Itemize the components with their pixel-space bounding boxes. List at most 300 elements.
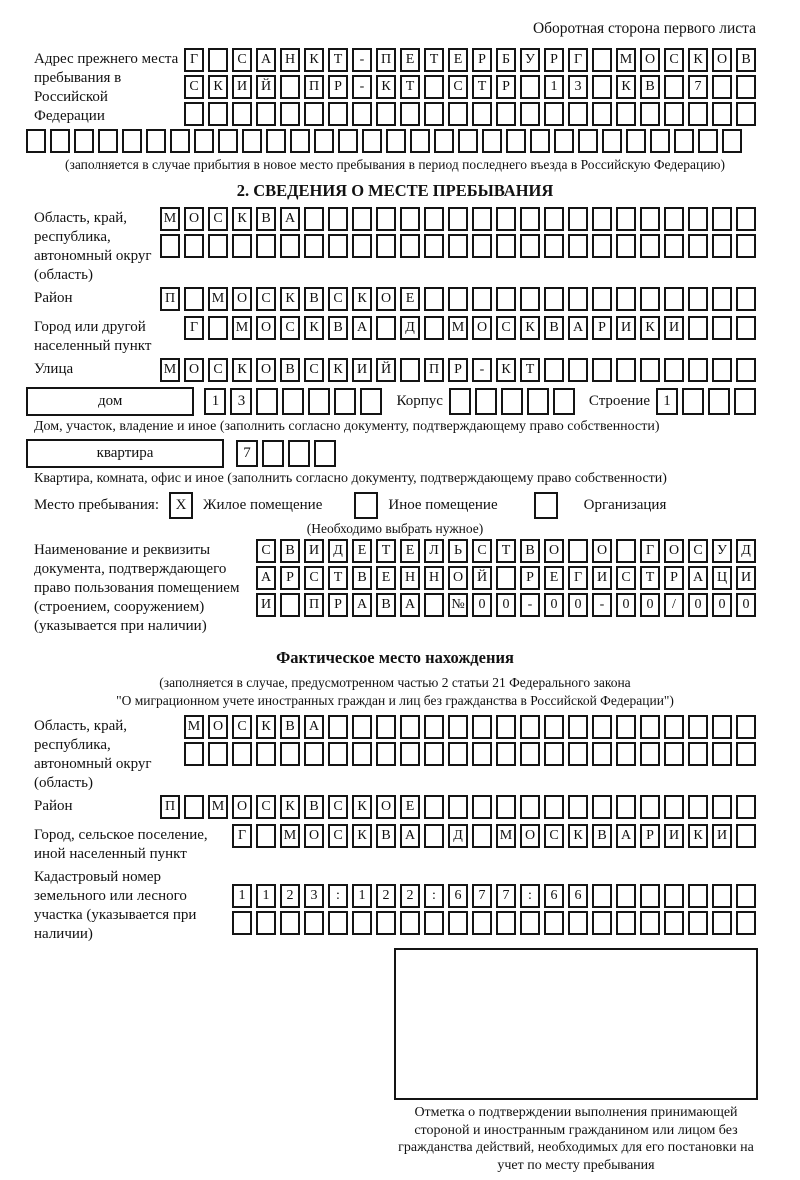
char-box[interactable] — [688, 358, 708, 382]
char-box[interactable]: Р — [640, 824, 660, 848]
char-box[interactable]: И — [616, 316, 636, 340]
char-box[interactable] — [352, 742, 372, 766]
char-box[interactable]: В — [328, 316, 348, 340]
char-box[interactable]: С — [544, 824, 564, 848]
char-box[interactable]: 2 — [280, 884, 300, 908]
char-box[interactable]: П — [160, 795, 180, 819]
char-box[interactable] — [688, 715, 708, 739]
char-box[interactable] — [208, 102, 228, 126]
char-box[interactable]: Г — [568, 48, 588, 72]
char-box[interactable] — [530, 129, 550, 153]
char-box[interactable] — [736, 742, 756, 766]
char-box[interactable]: С — [688, 539, 708, 563]
char-box[interactable] — [256, 388, 278, 415]
char-box[interactable] — [592, 48, 612, 72]
char-box[interactable]: В — [304, 287, 324, 311]
char-box[interactable]: С — [256, 287, 276, 311]
char-box[interactable]: Р — [328, 75, 348, 99]
char-box[interactable] — [520, 715, 540, 739]
char-box[interactable] — [496, 287, 516, 311]
char-box[interactable] — [736, 911, 756, 935]
char-box[interactable] — [208, 234, 228, 258]
char-box[interactable] — [640, 287, 660, 311]
char-box[interactable] — [568, 234, 588, 258]
char-box[interactable] — [400, 207, 420, 231]
char-box[interactable]: В — [352, 566, 372, 590]
char-box[interactable] — [400, 102, 420, 126]
char-box[interactable] — [688, 911, 708, 935]
char-box[interactable]: Р — [448, 358, 468, 382]
char-box[interactable]: № — [448, 593, 468, 617]
char-box[interactable] — [712, 884, 732, 908]
char-box[interactable] — [544, 358, 564, 382]
char-box[interactable]: М — [232, 316, 252, 340]
char-box[interactable]: Г — [184, 316, 204, 340]
char-box[interactable]: А — [280, 207, 300, 231]
char-box[interactable] — [352, 207, 372, 231]
char-box[interactable] — [688, 316, 708, 340]
char-box[interactable]: 1 — [204, 388, 226, 415]
char-box[interactable] — [482, 129, 502, 153]
char-box[interactable]: Д — [328, 539, 348, 563]
char-box[interactable] — [496, 566, 516, 590]
char-box[interactable] — [736, 795, 756, 819]
char-box[interactable] — [184, 795, 204, 819]
char-box[interactable] — [616, 207, 636, 231]
char-box[interactable] — [352, 715, 372, 739]
char-box[interactable]: С — [328, 287, 348, 311]
char-box[interactable] — [170, 129, 190, 153]
char-box[interactable]: Т — [328, 566, 348, 590]
char-box[interactable]: 2 — [400, 884, 420, 908]
char-box[interactable] — [280, 75, 300, 99]
char-box[interactable] — [314, 129, 334, 153]
char-box[interactable]: К — [352, 795, 372, 819]
char-box[interactable]: Е — [352, 539, 372, 563]
checkbox-other-premises[interactable] — [354, 492, 378, 519]
char-box[interactable] — [424, 207, 444, 231]
char-box[interactable] — [400, 234, 420, 258]
char-box[interactable]: 0 — [496, 593, 516, 617]
char-box[interactable]: О — [472, 316, 492, 340]
char-box[interactable] — [496, 742, 516, 766]
char-box[interactable]: 3 — [230, 388, 252, 415]
char-box[interactable] — [640, 911, 660, 935]
char-box[interactable]: 1 — [232, 884, 252, 908]
char-box[interactable]: О — [712, 48, 732, 72]
char-box[interactable] — [184, 234, 204, 258]
char-box[interactable] — [592, 715, 612, 739]
char-box[interactable]: М — [160, 358, 180, 382]
char-box[interactable]: К — [256, 715, 276, 739]
char-box[interactable] — [736, 207, 756, 231]
char-box[interactable]: - — [592, 593, 612, 617]
char-box[interactable] — [74, 129, 94, 153]
char-box[interactable] — [334, 388, 356, 415]
char-box[interactable] — [376, 911, 396, 935]
char-box[interactable] — [280, 742, 300, 766]
char-box[interactable]: П — [376, 48, 396, 72]
char-box[interactable] — [304, 234, 324, 258]
char-box[interactable]: Г — [232, 824, 252, 848]
char-box[interactable]: Е — [448, 48, 468, 72]
char-box[interactable] — [520, 75, 540, 99]
char-box[interactable] — [475, 388, 497, 415]
char-box[interactable]: О — [256, 358, 276, 382]
char-box[interactable]: С — [304, 566, 324, 590]
char-box[interactable]: Ц — [712, 566, 732, 590]
char-box[interactable] — [208, 48, 228, 72]
char-box[interactable] — [640, 795, 660, 819]
char-box[interactable] — [50, 129, 70, 153]
char-box[interactable]: - — [352, 75, 372, 99]
char-box[interactable]: О — [184, 207, 204, 231]
char-box[interactable] — [640, 742, 660, 766]
char-box[interactable] — [736, 287, 756, 311]
char-box[interactable] — [328, 742, 348, 766]
char-box[interactable] — [232, 234, 252, 258]
char-box[interactable] — [256, 824, 276, 848]
char-box[interactable]: Л — [424, 539, 444, 563]
char-box[interactable]: М — [448, 316, 468, 340]
char-box[interactable] — [736, 234, 756, 258]
char-box[interactable]: Т — [520, 358, 540, 382]
char-box[interactable] — [352, 911, 372, 935]
char-box[interactable] — [616, 911, 636, 935]
char-box[interactable]: А — [256, 48, 276, 72]
char-box[interactable]: 3 — [568, 75, 588, 99]
char-box[interactable]: С — [208, 358, 228, 382]
char-box[interactable] — [232, 742, 252, 766]
char-box[interactable]: С — [184, 75, 204, 99]
char-box[interactable] — [568, 287, 588, 311]
char-box[interactable]: И — [304, 539, 324, 563]
char-box[interactable] — [712, 358, 732, 382]
char-box[interactable] — [314, 440, 336, 467]
char-box[interactable]: И — [736, 566, 756, 590]
char-box[interactable] — [736, 884, 756, 908]
char-box[interactable] — [472, 234, 492, 258]
char-box[interactable] — [520, 742, 540, 766]
char-box[interactable]: Д — [448, 824, 468, 848]
char-box[interactable]: 0 — [616, 593, 636, 617]
char-box[interactable] — [520, 911, 540, 935]
char-box[interactable] — [98, 129, 118, 153]
char-box[interactable]: М — [160, 207, 180, 231]
char-box[interactable] — [280, 593, 300, 617]
char-box[interactable] — [26, 129, 46, 153]
char-box[interactable]: А — [352, 593, 372, 617]
char-box[interactable]: О — [184, 358, 204, 382]
char-box[interactable] — [650, 129, 670, 153]
char-box[interactable] — [194, 129, 214, 153]
char-box[interactable] — [682, 388, 704, 415]
char-box[interactable]: В — [376, 824, 396, 848]
char-box[interactable] — [328, 715, 348, 739]
char-box[interactable]: / — [664, 593, 684, 617]
char-box[interactable] — [736, 824, 756, 848]
char-box[interactable]: П — [304, 75, 324, 99]
char-box[interactable] — [674, 129, 694, 153]
char-box[interactable] — [338, 129, 358, 153]
char-box[interactable]: Р — [328, 593, 348, 617]
char-box[interactable] — [544, 715, 564, 739]
char-box[interactable]: Б — [496, 48, 516, 72]
char-box[interactable] — [376, 742, 396, 766]
char-box[interactable]: : — [424, 884, 444, 908]
char-box[interactable] — [376, 316, 396, 340]
char-box[interactable]: 0 — [640, 593, 660, 617]
char-box[interactable] — [184, 102, 204, 126]
char-box[interactable]: Д — [400, 316, 420, 340]
char-box[interactable]: О — [232, 287, 252, 311]
char-box[interactable]: Г — [568, 566, 588, 590]
char-box[interactable] — [184, 742, 204, 766]
char-box[interactable]: 1 — [256, 884, 276, 908]
char-box[interactable] — [664, 358, 684, 382]
char-box[interactable]: Й — [256, 75, 276, 99]
char-box[interactable] — [501, 388, 523, 415]
char-box[interactable] — [520, 207, 540, 231]
char-box[interactable]: К — [208, 75, 228, 99]
char-box[interactable] — [146, 129, 166, 153]
char-box[interactable] — [712, 207, 732, 231]
char-box[interactable]: 0 — [736, 593, 756, 617]
char-box[interactable] — [448, 287, 468, 311]
char-box[interactable]: О — [376, 287, 396, 311]
char-box[interactable]: У — [520, 48, 540, 72]
char-box[interactable]: Т — [640, 566, 660, 590]
char-box[interactable] — [232, 102, 252, 126]
char-box[interactable] — [544, 207, 564, 231]
char-box[interactable]: 7 — [688, 75, 708, 99]
char-box[interactable]: К — [568, 824, 588, 848]
char-box[interactable] — [698, 129, 718, 153]
char-box[interactable]: К — [688, 824, 708, 848]
char-box[interactable] — [376, 207, 396, 231]
char-box[interactable]: В — [280, 539, 300, 563]
char-box[interactable] — [308, 388, 330, 415]
char-box[interactable] — [544, 795, 564, 819]
char-box[interactable] — [592, 287, 612, 311]
char-box[interactable]: К — [616, 75, 636, 99]
char-box[interactable] — [304, 911, 324, 935]
char-box[interactable]: К — [352, 287, 372, 311]
char-box[interactable]: С — [496, 316, 516, 340]
char-box[interactable]: Р — [280, 566, 300, 590]
char-box[interactable]: Т — [400, 75, 420, 99]
char-box[interactable] — [592, 207, 612, 231]
char-box[interactable]: С — [472, 539, 492, 563]
char-box[interactable] — [208, 742, 228, 766]
char-box[interactable]: С — [328, 824, 348, 848]
char-box[interactable]: Р — [592, 316, 612, 340]
char-box[interactable]: О — [232, 795, 252, 819]
char-box[interactable] — [280, 911, 300, 935]
char-box[interactable] — [616, 884, 636, 908]
char-box[interactable] — [640, 234, 660, 258]
char-box[interactable] — [544, 234, 564, 258]
char-box[interactable]: В — [640, 75, 660, 99]
char-box[interactable]: - — [472, 358, 492, 382]
char-box[interactable] — [640, 715, 660, 739]
char-box[interactable]: Т — [472, 75, 492, 99]
char-box[interactable] — [424, 742, 444, 766]
char-box[interactable] — [736, 358, 756, 382]
char-box[interactable]: В — [520, 539, 540, 563]
char-box[interactable]: 1 — [544, 75, 564, 99]
char-box[interactable] — [712, 234, 732, 258]
char-box[interactable]: С — [280, 316, 300, 340]
char-box[interactable]: А — [568, 316, 588, 340]
char-box[interactable]: В — [376, 593, 396, 617]
char-box[interactable] — [208, 316, 228, 340]
char-box[interactable] — [448, 742, 468, 766]
char-box[interactable]: О — [208, 715, 228, 739]
char-box[interactable] — [472, 824, 492, 848]
char-box[interactable]: С — [328, 795, 348, 819]
char-box[interactable] — [626, 129, 646, 153]
char-box[interactable] — [602, 129, 622, 153]
char-box[interactable]: К — [328, 358, 348, 382]
char-box[interactable]: Е — [400, 48, 420, 72]
char-box[interactable] — [592, 102, 612, 126]
char-box[interactable]: Е — [400, 795, 420, 819]
char-box[interactable] — [688, 795, 708, 819]
char-box[interactable] — [496, 795, 516, 819]
char-box[interactable] — [592, 742, 612, 766]
char-box[interactable] — [688, 207, 708, 231]
char-box[interactable]: 0 — [688, 593, 708, 617]
char-box[interactable]: 6 — [448, 884, 468, 908]
char-box[interactable] — [458, 129, 478, 153]
char-box[interactable] — [568, 102, 588, 126]
char-box[interactable] — [506, 129, 526, 153]
char-box[interactable]: К — [520, 316, 540, 340]
char-box[interactable]: 0 — [712, 593, 732, 617]
char-box[interactable]: Д — [736, 539, 756, 563]
char-box[interactable]: С — [256, 795, 276, 819]
char-box[interactable]: Й — [376, 358, 396, 382]
char-box[interactable]: А — [256, 566, 276, 590]
char-box[interactable] — [592, 884, 612, 908]
char-box[interactable] — [544, 102, 564, 126]
char-box[interactable]: М — [184, 715, 204, 739]
char-box[interactable] — [304, 207, 324, 231]
char-box[interactable] — [664, 75, 684, 99]
char-box[interactable] — [496, 911, 516, 935]
char-box[interactable] — [424, 715, 444, 739]
checkbox-residential-premises[interactable]: X — [169, 492, 193, 519]
char-box[interactable]: Р — [520, 566, 540, 590]
char-box[interactable] — [712, 102, 732, 126]
char-box[interactable]: 0 — [544, 593, 564, 617]
char-box[interactable]: 1 — [656, 388, 678, 415]
char-box[interactable]: В — [304, 795, 324, 819]
char-box[interactable]: А — [400, 593, 420, 617]
char-box[interactable] — [520, 795, 540, 819]
char-box[interactable] — [184, 287, 204, 311]
char-box[interactable] — [376, 234, 396, 258]
char-box[interactable]: Ь — [448, 539, 468, 563]
char-box[interactable] — [328, 207, 348, 231]
char-box[interactable] — [664, 207, 684, 231]
char-box[interactable] — [360, 388, 382, 415]
char-box[interactable]: 0 — [568, 593, 588, 617]
char-box[interactable] — [352, 102, 372, 126]
char-box[interactable] — [527, 388, 549, 415]
char-box[interactable] — [688, 234, 708, 258]
char-box[interactable]: К — [280, 795, 300, 819]
char-box[interactable]: Г — [184, 48, 204, 72]
char-box[interactable]: О — [544, 539, 564, 563]
char-box[interactable] — [712, 715, 732, 739]
char-box[interactable] — [449, 388, 471, 415]
char-box[interactable] — [328, 102, 348, 126]
char-box[interactable] — [640, 207, 660, 231]
char-box[interactable] — [553, 388, 575, 415]
char-box[interactable] — [290, 129, 310, 153]
char-box[interactable] — [232, 911, 252, 935]
char-box[interactable] — [448, 207, 468, 231]
char-box[interactable] — [664, 742, 684, 766]
char-box[interactable] — [400, 911, 420, 935]
char-box[interactable] — [424, 824, 444, 848]
char-box[interactable] — [448, 795, 468, 819]
char-box[interactable] — [568, 795, 588, 819]
char-box[interactable]: 7 — [472, 884, 492, 908]
char-box[interactable]: Т — [376, 539, 396, 563]
char-box[interactable] — [520, 287, 540, 311]
char-box[interactable]: В — [592, 824, 612, 848]
char-box[interactable] — [328, 234, 348, 258]
char-box[interactable] — [664, 795, 684, 819]
char-box[interactable] — [592, 75, 612, 99]
char-box[interactable] — [616, 358, 636, 382]
char-box[interactable]: М — [208, 287, 228, 311]
char-box[interactable] — [664, 884, 684, 908]
char-box[interactable] — [280, 102, 300, 126]
char-box[interactable]: 7 — [496, 884, 516, 908]
char-box[interactable]: О — [256, 316, 276, 340]
char-box[interactable] — [472, 911, 492, 935]
char-box[interactable]: О — [664, 539, 684, 563]
char-box[interactable] — [688, 102, 708, 126]
char-box[interactable] — [448, 102, 468, 126]
char-box[interactable]: И — [664, 824, 684, 848]
char-box[interactable]: Е — [544, 566, 564, 590]
char-box[interactable] — [424, 287, 444, 311]
char-box[interactable] — [568, 358, 588, 382]
char-box[interactable] — [592, 358, 612, 382]
char-box[interactable]: - — [352, 48, 372, 72]
char-box[interactable] — [712, 75, 732, 99]
checkbox-organization[interactable] — [534, 492, 558, 519]
char-box[interactable] — [664, 911, 684, 935]
char-box[interactable] — [616, 287, 636, 311]
char-box[interactable] — [434, 129, 454, 153]
char-box[interactable]: К — [688, 48, 708, 72]
char-box[interactable] — [520, 102, 540, 126]
char-box[interactable] — [328, 911, 348, 935]
char-box[interactable]: С — [664, 48, 684, 72]
char-box[interactable] — [496, 715, 516, 739]
char-box[interactable] — [448, 234, 468, 258]
char-box[interactable] — [578, 129, 598, 153]
char-box[interactable]: А — [304, 715, 324, 739]
char-box[interactable] — [664, 287, 684, 311]
char-box[interactable]: В — [256, 207, 276, 231]
